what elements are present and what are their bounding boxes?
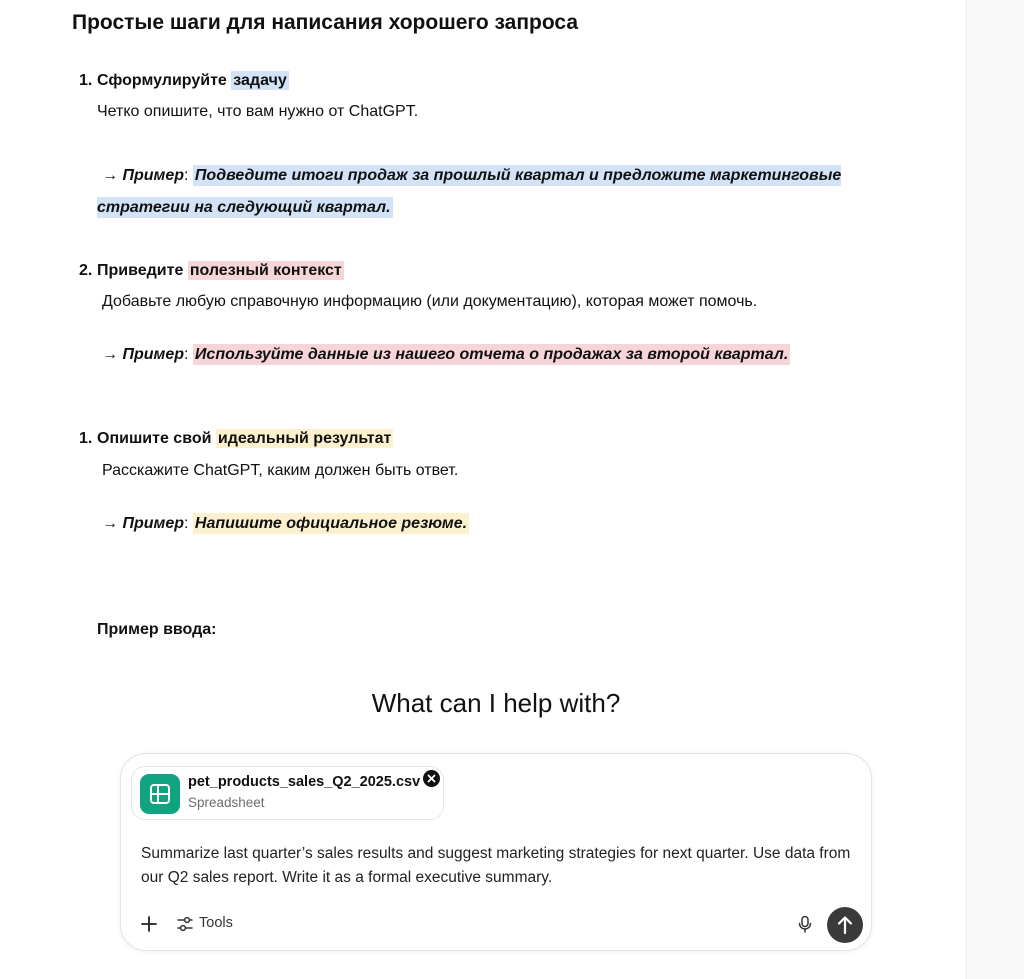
example-label: → Пример — [102, 346, 185, 363]
example-label: → Пример — [102, 167, 185, 184]
chat-composer — [120, 753, 872, 951]
close-icon — [423, 770, 440, 787]
step-example: → Пример: Подведите итоги продаж за прошлый квартал и предложите маркетинговые стратегии на следующий квартал. — [97, 167, 842, 216]
plus-icon — [139, 914, 159, 934]
step-description: Добавьте любую справочную информацию (или документацию), которая может помочь. — [102, 293, 758, 310]
step-example: → Пример: Напишите официальное резюме. — [102, 515, 468, 532]
page-title: Простые шаги для написания хорошего запроса — [72, 11, 579, 34]
arrow-up-icon — [827, 907, 863, 943]
example-text: Подведите итоги продаж за прошлый квартал и предложите маркетинговые стратегии на следующий квартал. — [97, 167, 842, 216]
step-description: Расскажите ChatGPT, каким должен быть ответ. — [102, 462, 459, 479]
step-heading-prefix: Опишите свой — [97, 430, 212, 447]
step-heading-highlight: идеальный результат — [217, 430, 392, 447]
step-heading-highlight: задачу — [233, 72, 287, 89]
attachment-card[interactable] — [131, 766, 444, 820]
step-number: 1. — [79, 430, 93, 447]
step-heading — [97, 260, 344, 282]
voice-input-button[interactable] — [795, 914, 815, 934]
step-heading-prefix: Приведите — [97, 262, 184, 279]
spreadsheet-icon — [140, 774, 180, 814]
example-label: → Пример — [102, 515, 185, 532]
step-number: 1. — [79, 72, 93, 89]
step-heading-prefix: Сформулируйте — [97, 72, 227, 89]
prompt-input[interactable]: Summarize last quarter’s sales results and suggest marketing strategies for next quarter. Use data from our Q2 sales report. Write it as a formal executive summary. — [141, 845, 851, 886]
attachment-file-type: Spreadsheet — [188, 795, 265, 810]
send-button[interactable] — [827, 907, 863, 943]
right-sidebar-strip — [966, 0, 1024, 979]
example-text: Используйте данные из нашего отчета о продажах за второй квартал. — [194, 346, 789, 363]
welcome-heading: What can I help with? — [371, 688, 621, 718]
step-heading-highlight: полезный контекст — [189, 262, 342, 279]
add-attachment-button[interactable] — [139, 914, 159, 934]
step-example: → Пример: Используйте данные из нашего отчета о продажах за второй квартал. — [102, 346, 789, 363]
example-text: Напишите официальное резюме. — [194, 515, 468, 532]
remove-attachment-button[interactable] — [423, 770, 440, 787]
step-heading — [97, 70, 289, 92]
attachment-file-name: pet_products_sales_Q2_2025.csv — [188, 774, 421, 790]
input-example-label: Пример ввода: — [97, 621, 217, 638]
microphone-icon — [795, 914, 815, 934]
step-description: Четко опишите, что вам нужно от ChatGPT. — [97, 103, 419, 120]
sliders-icon — [175, 914, 195, 934]
step-heading — [97, 428, 393, 450]
step-number: 2. — [79, 262, 93, 279]
tools-label: Tools — [199, 915, 233, 931]
